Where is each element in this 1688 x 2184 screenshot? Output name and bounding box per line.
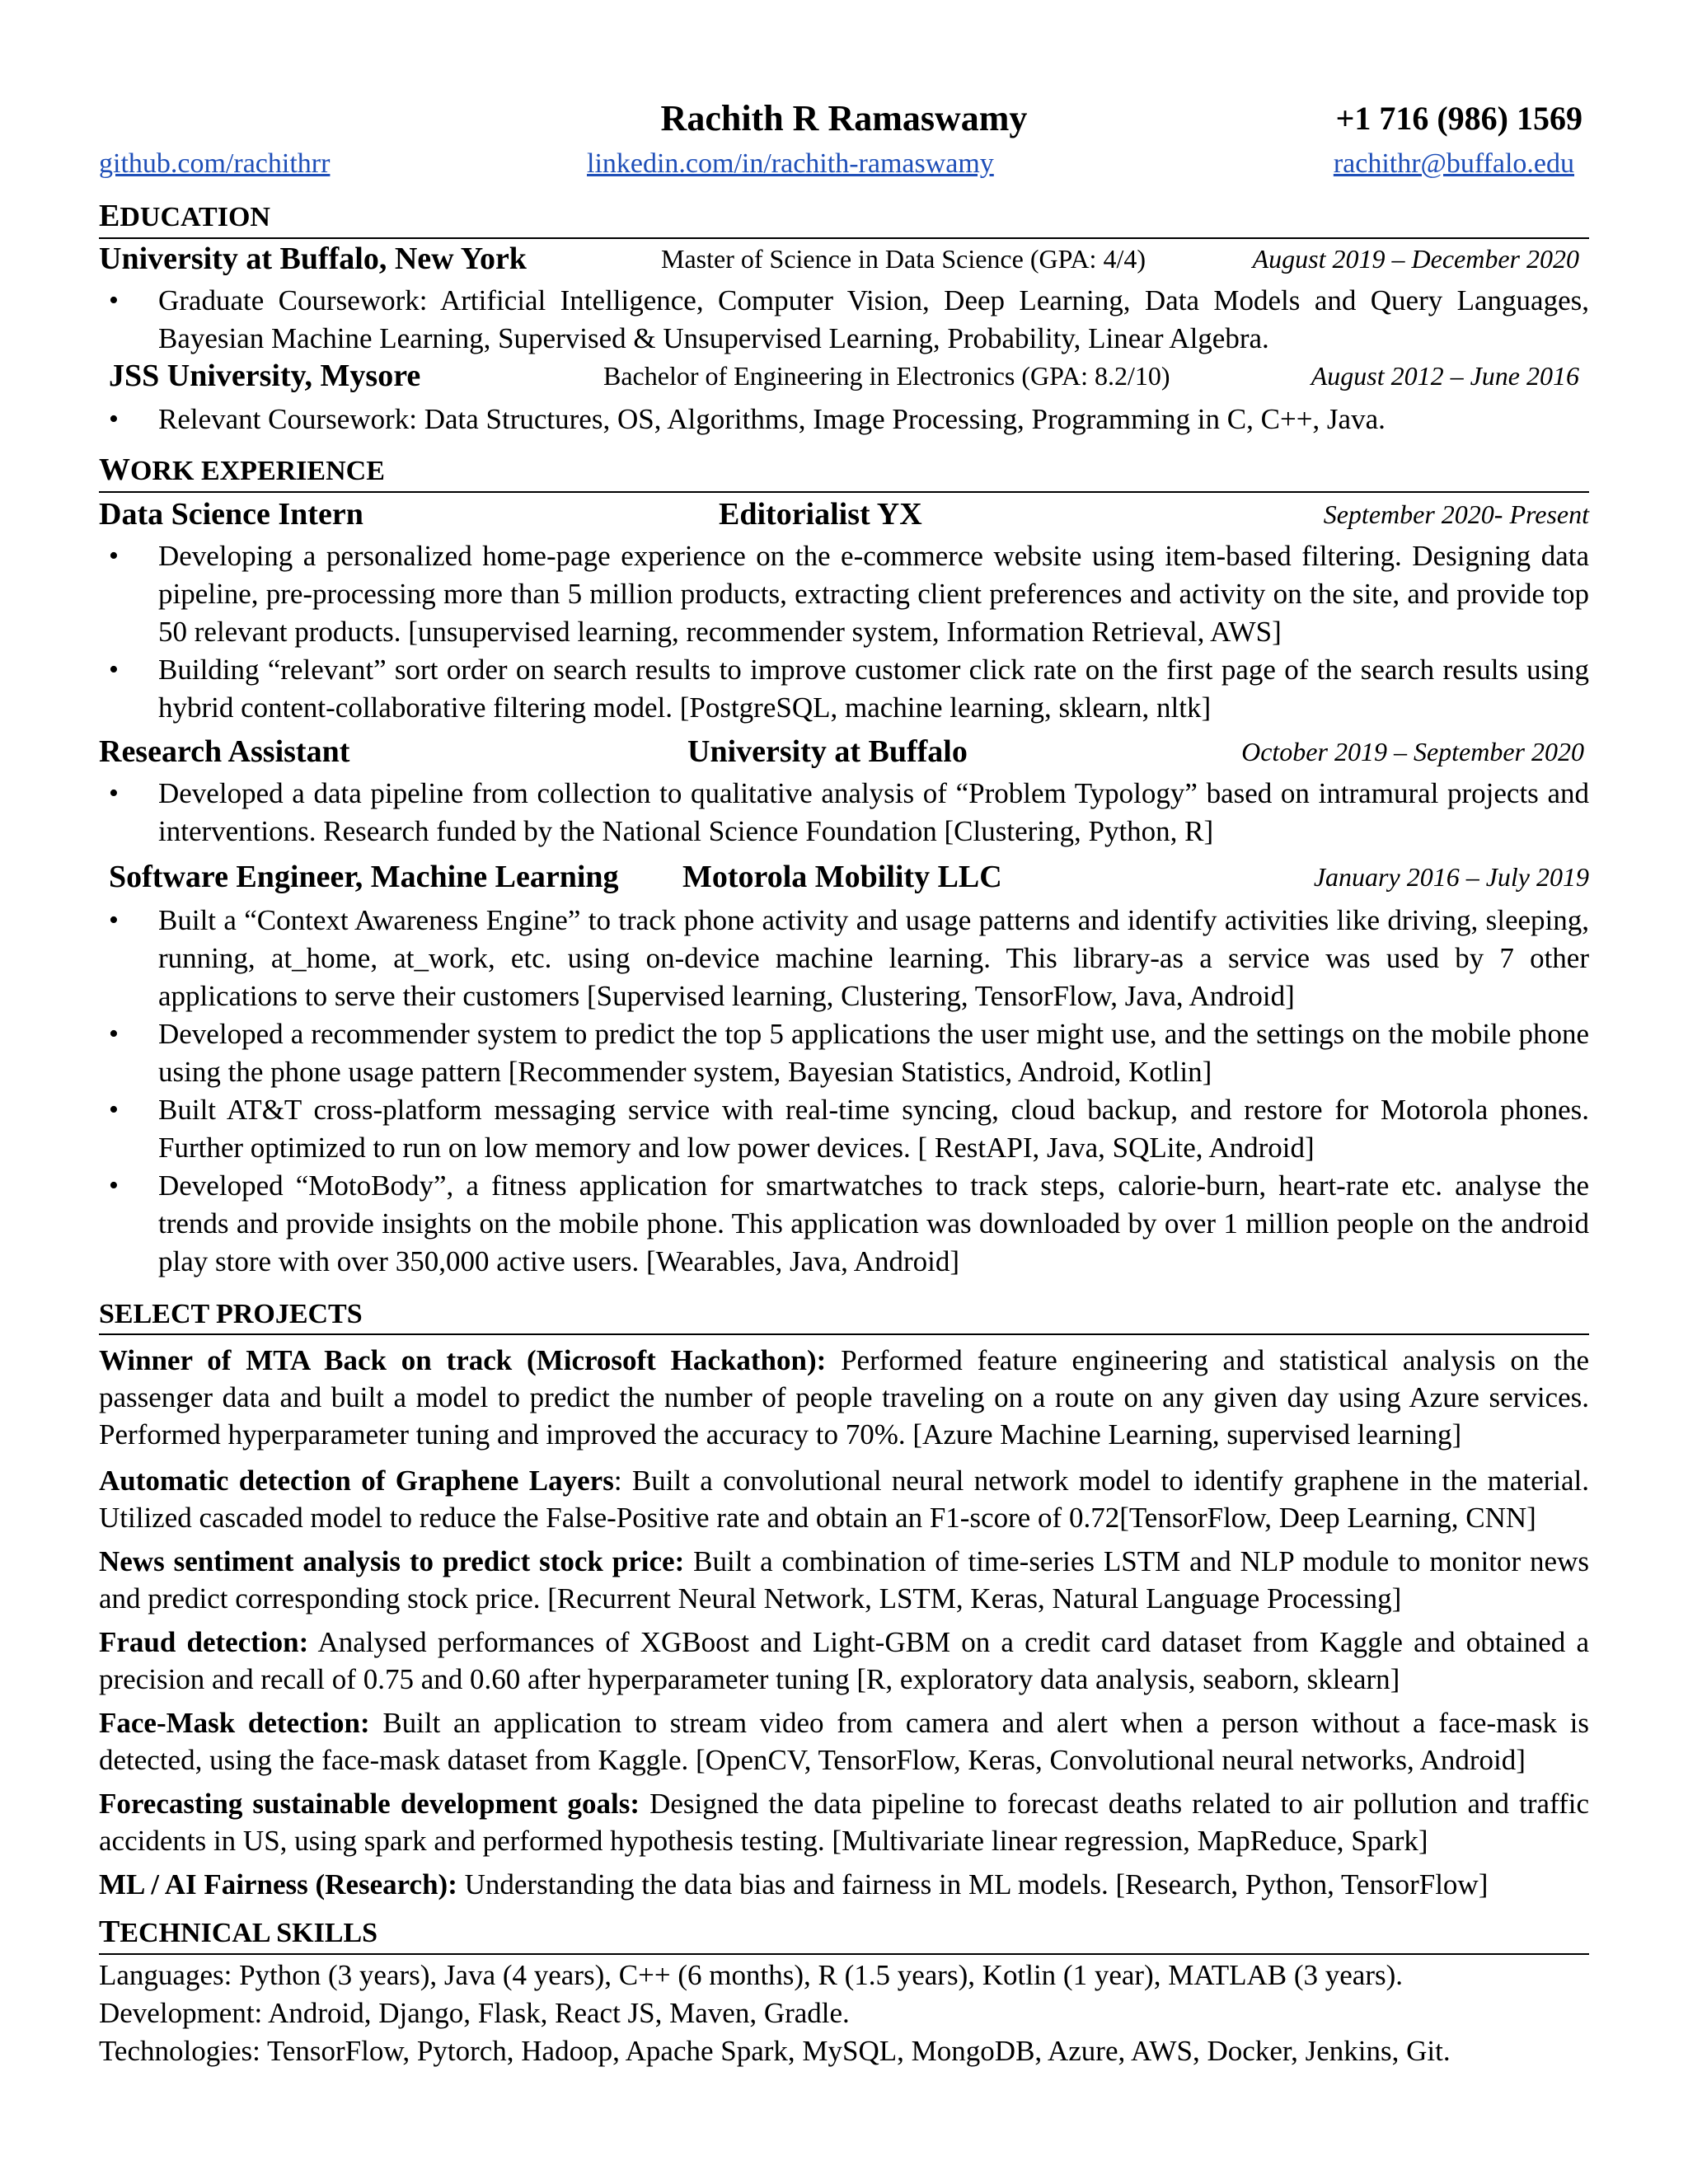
project-item: Automatic detection of Graphene Layers: Built a convolutional neural network model to identify graphene in the material. Utilized cascaded model to reduce the False-Positive rate and obtain an F1-score of 0.72[TensorFlow, Deep Learning, CNN] (99, 1465, 1589, 1534)
list-item: • Building “relevant” sort order on search results to improve customer click rate on the first page of the search results using hybrid content-collaborative filtering model. [PostgreSQL, machine learning, sklearn, nltk] (99, 651, 1589, 727)
list-item: • Developed a recommender system to predict the top 5 applications the user might use, and the settings on the mobile phone using the phone usage pattern [Recommender system, Bayesian Statistics, Android, Kotlin] (99, 1015, 1589, 1091)
education-bullets-jss (99, 401, 1589, 438)
project-item: Fraud detection: Analysed performances of XGBoost and Light-GBM on a credit card dataset from Kaggle and obtained a precision and recall of 0.75 and 0.60 after hyperparameter tuning [R, exploratory data analysis, seaborn, sklearn] (99, 1626, 1589, 1695)
dates: September 2020- Present (1323, 499, 1589, 529)
role: Research Assistant (99, 734, 350, 769)
school-name: University at Buffalo, New York (99, 241, 527, 276)
list-item: • Developed a data pipeline from collection to qualitative analysis of “Problem Typology” based on intramural projects and interventions. Research funded by the National Science Foundation [Clustering, Python, R] (99, 775, 1589, 851)
work-bullets-editorialist (99, 537, 1589, 727)
skills-heading: TECHNICAL SKILLS (99, 1914, 1589, 1955)
github-link[interactable]: github.com/rachithrr (99, 148, 331, 179)
dates: August 2012 – June 2016 (1311, 361, 1579, 391)
education-entry-buffalo (99, 241, 1589, 280)
work-bullets-research (99, 775, 1589, 851)
work-heading: WORK EXPERIENCE (99, 452, 1589, 493)
work-entry-motorola (99, 859, 1589, 898)
role: Software Engineer, Machine Learning (109, 860, 619, 894)
list-item: • Developing a personalized home-page experience on the e-commerce website using item-based filtering. Designing data pipeline, pre-processing more than 5 million products, extracting client preferences and activity on the site, and provide top 50 relevant products. [unsupervised learning, recommender system, Information Retrieval, AWS] (99, 537, 1589, 651)
school-name: JSS University, Mysore (109, 359, 421, 393)
project-item: Forecasting sustainable development goals: Designed the data pipeline to forecast deaths related to air pollution and traffic accidents in US, using spark and performed hypothesis testing. [Multivariate linear regression, MapReduce, Spark] (99, 1788, 1589, 1857)
list-item: • Built AT&T cross-platform messaging service with real-time syncing, cloud backup, and restore for Motorola phones. Further optimized to run on low memory and low power devices. [ RestAPI, Java, SQLite, Android] (99, 1091, 1589, 1167)
company: Motorola Mobility LLC (682, 860, 1002, 894)
projects-heading: SELECT PROJECTS (99, 1299, 1589, 1335)
skills-technologies: Technologies: TensorFlow, Pytorch, Hadoop, Apache Spark, MySQL, MongoDB, Azure, AWS, Docker, Jenkins, Git. (99, 2035, 1451, 2067)
list-item: • Developed “MotoBody”, a fitness application for smartwatches to track steps, calorie-burn, heart-rate etc. analyse the trends and provide insights on the mobile phone. This application was downloaded by over 1 million people on the android play store with over 350,000 active users. [Wearables, Java, Android] (99, 1167, 1589, 1281)
role: Data Science Intern (99, 497, 363, 532)
project-item: ML / AI Fairness (Research): Understanding the data bias and fairness in ML models. [Research, Python, TensorFlow] (99, 1868, 1489, 1900)
degree: Master of Science in Data Science (GPA: 4/4) (661, 244, 1146, 274)
dates: October 2019 – September 2020 (1241, 737, 1584, 766)
list-item: • Graduate Coursework: Artificial Intelligence, Computer Vision, Deep Learning, Data Models and Query Languages, Bayesian Machine Learning, Supervised & Unsupervised Learning, Probability, Linear Algebra. (99, 282, 1589, 358)
work-entry-research (99, 733, 1589, 773)
email-link[interactable]: rachithr@buffalo.edu (1333, 148, 1574, 179)
project-item: Winner of MTA Back on track (Microsoft Hackathon): Performed feature engineering and statistical analysis on the passenger data and built a model to predict the number of people traveling on a route on any given day using Azure services. Performed hyperparameter tuning and improved the accuracy to 70%. [Azure Machine Learning, supervised learning] (99, 1344, 1589, 1451)
company: University at Buffalo (687, 734, 968, 769)
candidate-name: Rachith R Ramaswamy (660, 98, 1028, 138)
dates: January 2016 – July 2019 (1313, 862, 1589, 892)
education-heading: EDUCATION (99, 198, 1589, 239)
company: Editorialist YX (719, 497, 922, 532)
work-entry-editorialist (99, 496, 1589, 536)
skills-languages: Languages: Python (3 years), Java (4 years), C++ (6 months), R (1.5 years), Kotlin (1 year), MATLAB (3 years). (99, 1959, 1404, 1991)
list-item: • Relevant Coursework: Data Structures, OS, Algorithms, Image Processing, Programming in C, C++, Java. (99, 401, 1589, 438)
list-item: • Built a “Context Awareness Engine” to track phone activity and usage patterns and identify activities like driving, sleeping, running, at_home, at_work, etc. using on-device machine learning. This library-as a service was used by 7 other applications to serve their customers [Supervised learning, Clustering, TensorFlow, Java, Android] (99, 902, 1589, 1015)
phone-number: +1 716 (986) 1569 (1335, 100, 1582, 137)
education-bullets-buffalo (99, 282, 1589, 358)
skills-development: Development: Android, Django, Flask, React JS, Maven, Gradle. (99, 1997, 850, 2029)
work-bullets-motorola (99, 902, 1589, 1281)
linkedin-link[interactable]: linkedin.com/in/rachith-ramaswamy (587, 148, 994, 179)
project-item: News sentiment analysis to predict stock price: Built a combination of time-series LSTM and NLP module to monitor news and predict corresponding stock price. [Recurrent Neural Network, LSTM, Keras, Natural Language Processing] (99, 1545, 1589, 1615)
education-entry-jss (99, 358, 1589, 397)
degree: Bachelor of Engineering in Electronics (GPA: 8.2/10) (603, 361, 1170, 391)
project-item: Face-Mask detection: Built an application to stream video from camera and alert when a person without a face-mask is detected, using the face-mask dataset from Kaggle. [OpenCV, TensorFlow, Keras, Convolutional neural networks, Android] (99, 1707, 1590, 1776)
dates: August 2019 – December 2020 (1252, 244, 1579, 274)
